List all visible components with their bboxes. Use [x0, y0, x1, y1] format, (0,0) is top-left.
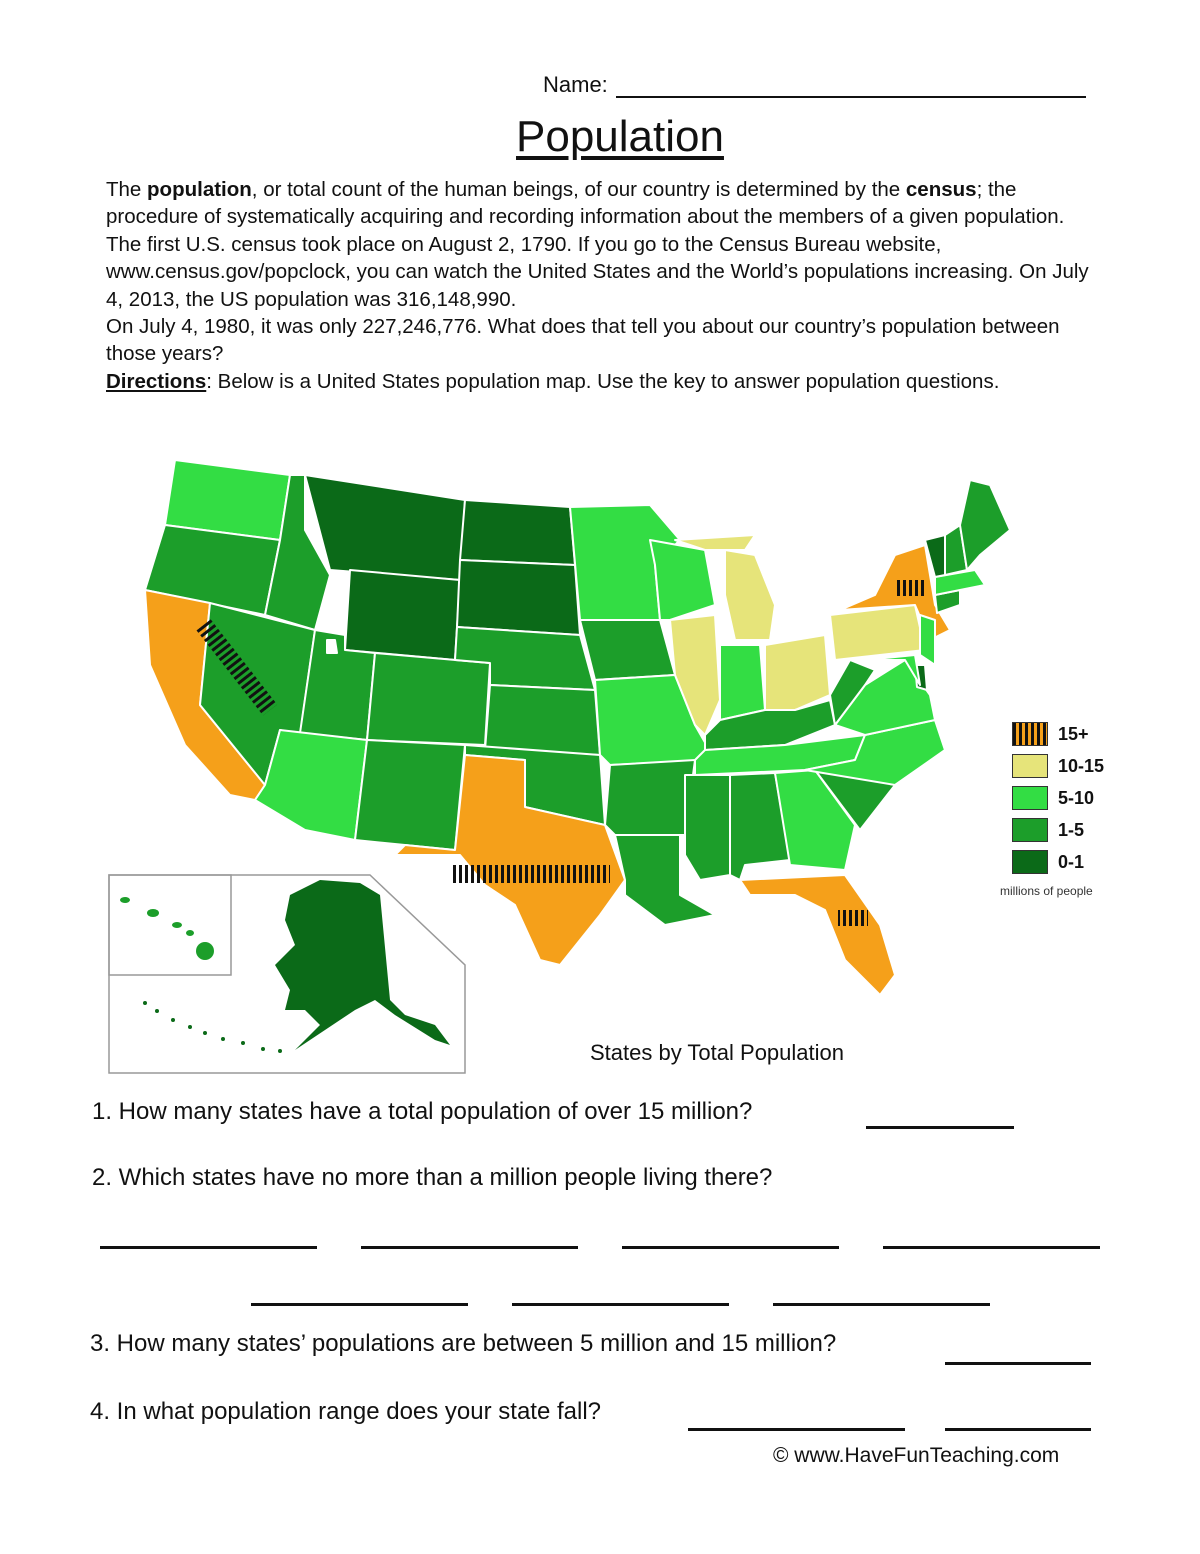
- legend-swatch-0-1: [1012, 850, 1048, 874]
- hatch-new-york: [897, 580, 927, 596]
- hatch-florida: [838, 910, 868, 926]
- state-colorado: [367, 653, 490, 745]
- legend-label: 15+: [1058, 723, 1089, 744]
- directions-paragraph: [106, 368, 1096, 395]
- state-iowa: [580, 620, 675, 680]
- hawaii-inset-frame: [109, 875, 231, 975]
- legend-item: [1012, 850, 1084, 874]
- state-wisconsin: [650, 540, 715, 620]
- state-florida: [740, 875, 895, 995]
- answer-line-4b[interactable]: [945, 1428, 1091, 1431]
- copyright-footer: © www.HaveFunTeaching.com: [773, 1444, 1060, 1467]
- answer-line-4a[interactable]: [688, 1428, 905, 1431]
- legend-label: 1-5: [1058, 819, 1085, 840]
- answer-line-2b[interactable]: [361, 1246, 578, 1249]
- state-pennsylvania: [830, 605, 925, 660]
- hatch-texas: [450, 865, 610, 883]
- inset-box: [109, 875, 465, 1073]
- us-map-svg: [105, 455, 1025, 1075]
- question-3: 3. How many states’ populations are between 5 million and 15 million?: [90, 1330, 837, 1357]
- state-montana: [305, 475, 465, 580]
- state-indiana: [720, 645, 765, 720]
- legend-item: [1012, 722, 1089, 746]
- answer-line-2f[interactable]: [512, 1303, 729, 1306]
- intro-text-run: ; the procedure of systematically acquiring and recording information about the members of a given population.: [106, 178, 1065, 229]
- us-population-map: [105, 455, 1025, 1075]
- intro-paragraph-history: The first U.S. census took place on August 2, 1790. If you go to the Census Bureau website, www.census.gov/popclock, you can watch the United States and the World’s populations increasing. On July 4, 2013, the US population was 316,148,990.: [106, 232, 1089, 311]
- answer-line-2d[interactable]: [883, 1246, 1100, 1249]
- term-population: population: [147, 178, 252, 201]
- legend-label: 5-10: [1058, 787, 1095, 808]
- intro-text-run: , or total count of the human beings, of our country is determined by the: [251, 178, 906, 201]
- directions-text: : Below is a United States population map. Use the key to answer population questions.: [206, 369, 1000, 393]
- legend-swatch-10-15: [1012, 754, 1048, 778]
- answer-line-2g[interactable]: [773, 1303, 990, 1306]
- intro-text: [106, 176, 1096, 395]
- term-census: census: [905, 178, 977, 201]
- state-alaska: [275, 880, 450, 1050]
- answer-line-2c[interactable]: [622, 1246, 839, 1249]
- legend-item: [1012, 786, 1094, 810]
- page-title: Population: [516, 112, 724, 161]
- legend-label: 10-15: [1058, 755, 1105, 776]
- directions-label: Directions: [106, 369, 207, 393]
- question-4: 4. In what population range does your state fall?: [90, 1398, 602, 1425]
- map-caption: States by Total Population: [590, 1040, 844, 1065]
- state-arkansas: [605, 760, 695, 835]
- state-new-jersey: [920, 615, 935, 665]
- state-kansas: [485, 685, 600, 755]
- legend-swatch-1-5: [1012, 818, 1048, 842]
- question-1: 1. How many states have a total population of over 15 million?: [92, 1098, 753, 1125]
- legend-item: [1012, 754, 1104, 778]
- state-maine: [960, 480, 1010, 570]
- answer-line-3[interactable]: [945, 1362, 1091, 1365]
- legend-swatch-5-10: [1012, 786, 1048, 810]
- state-ohio: [765, 635, 830, 710]
- aleutian-islands: [143, 1001, 282, 1053]
- state-new-mexico: [355, 740, 465, 850]
- intro-text-run: The: [106, 178, 148, 201]
- question-2: 2. Which states have no more than a million people living there?: [92, 1164, 773, 1191]
- legend-label: 0-1: [1058, 851, 1085, 872]
- great-salt-lake: [327, 640, 337, 653]
- state-hawaii: [120, 897, 214, 960]
- state-mississippi: [685, 775, 730, 880]
- answer-line-1[interactable]: [866, 1126, 1014, 1129]
- intro-paragraph-definition: [106, 176, 1096, 231]
- name-label: Name:: [543, 72, 608, 97]
- name-input-line[interactable]: [616, 74, 1086, 98]
- answer-line-2a[interactable]: [100, 1246, 317, 1249]
- state-wyoming: [345, 570, 460, 660]
- answer-line-2e[interactable]: [251, 1303, 468, 1306]
- legend-item: [1012, 818, 1084, 842]
- intro-paragraph-question: On July 4, 1980, it was only 227,246,776. What does that tell you about our country’s population between those years?: [106, 315, 1060, 366]
- name-field-row: [543, 72, 1086, 98]
- state-south-dakota: [457, 560, 580, 635]
- legend-units-note: millions of people: [1000, 884, 1093, 898]
- state-north-dakota: [460, 500, 575, 565]
- legend-swatch-15plus: [1012, 722, 1048, 746]
- state-michigan: [725, 550, 775, 640]
